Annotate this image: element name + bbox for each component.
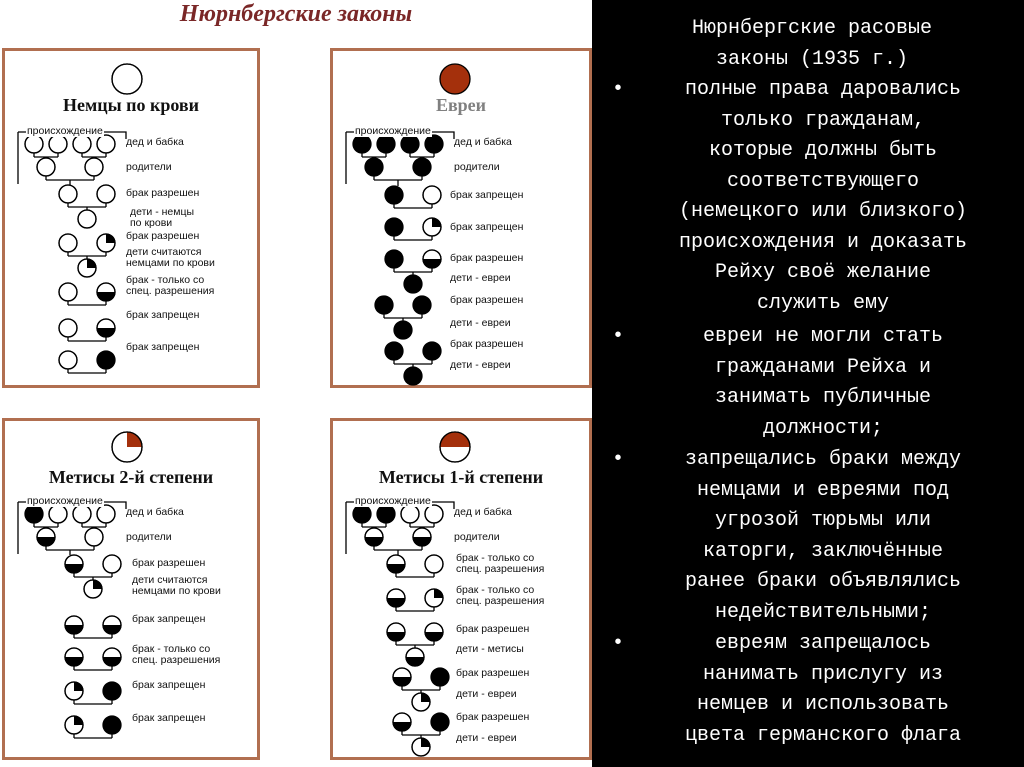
person-circle [37,528,55,546]
person-circle [65,648,83,666]
bullet-text: полные права даровались только гражданам, которые должны быть соответствующего (немецкого или близкого) происхождения и доказать Рейху своё желание служить ему [678,78,968,315]
rule-label: дети - евреи [450,359,511,371]
person-circle [65,616,83,634]
person-circle [78,210,96,228]
person-circle [97,185,115,203]
person-circle [413,296,431,314]
person-circle [387,589,405,607]
rule-label: брак разрешен [132,557,206,569]
person-circle [393,668,411,686]
rule-label: дети считаются немцами по крови [132,574,221,597]
rule-label: дети считаются немцами по крови [126,246,215,269]
bullet-dot: • [612,78,625,101]
bullet-text: евреи не могли стать гражданами Рейха и занимать публичные должности; [702,325,944,440]
person-circle [65,555,83,573]
person-circle [413,528,431,546]
rule-label: брак разрешен [456,623,530,635]
bullet-dot: • [612,448,625,471]
person-circle [84,580,102,598]
rule-label: брак запрещен [132,679,206,691]
person-circle [385,186,403,204]
person-circle [423,250,441,268]
origin-label: происхождение [27,495,103,507]
rule-label: брак - только со спец. разрешения [456,584,545,607]
rule-label: дети - евреи [456,688,517,700]
rule-label: брак разрешен [126,230,200,242]
person-circle [59,234,77,252]
origin-label: происхождение [355,495,431,507]
panel-title: Евреи [435,95,487,115]
person-circle [425,623,443,641]
rule-label: брак разрешен [450,294,524,306]
bullet-dot: • [612,325,625,348]
person-circle [353,505,371,523]
rule-label: дед и бабка [454,136,512,148]
person-circle [425,589,443,607]
person-circle [37,158,55,176]
rule-label: брак разрешен [456,667,530,679]
person-circle [365,528,383,546]
person-circle [431,668,449,686]
rule-label: дети - евреи [450,272,511,284]
person-circle [387,623,405,641]
person-circle [103,616,121,634]
rule-label: родители [454,531,500,543]
rule-label: брак разрешен [450,252,524,264]
person-circle [377,505,395,523]
person-circle [97,135,115,153]
text-heading: Нюрнбергские расовые законы (1935 г.) [691,17,933,71]
rule-label: дед и бабка [454,506,512,518]
person-circle [377,135,395,153]
person-circle [385,250,403,268]
rule-label: брак запрещен [126,341,200,353]
person-circle [112,64,142,94]
rule-label: дети - немцы по крови [130,206,195,229]
person-circle [103,648,121,666]
rule-label: брак - только со спец. разрешения [132,643,221,666]
person-circle [103,555,121,573]
person-circle [393,713,411,731]
rule-label: брак - только со спец. разрешения [126,274,215,297]
rule-label: брак запрещен [132,613,206,625]
person-circle [423,342,441,360]
rule-label: родители [126,531,172,543]
person-circle [425,555,443,573]
origin-label: происхождение [27,125,103,137]
origin-label: происхождение [355,125,431,137]
person-circle [406,648,424,666]
person-circle [25,505,43,523]
person-circle [73,505,91,523]
person-circle [413,158,431,176]
bullet-dot: • [612,632,625,655]
rule-label: дед и бабка [126,136,184,148]
rule-label: брак запрещен [450,189,524,201]
person-circle [387,555,405,573]
person-circle [59,319,77,337]
person-circle [97,351,115,369]
person-circle [59,283,77,301]
person-circle [394,321,412,339]
person-circle [59,185,77,203]
person-circle [425,505,443,523]
rule-label: дети - евреи [450,317,511,329]
bullet-text: евреям запрещалось нанимать прислугу из немцев и использовать цвета германского флага [684,632,962,747]
panel-title: Немцы по крови [62,95,200,115]
person-circle [440,64,470,94]
bullet-text: запрещались браки между немцами и евреями под угрозой тюрьмы или каторги, заключённые ранее браки объявлялись недействительными; [684,448,962,624]
rule-label: дети - метисы [456,643,524,655]
person-circle [97,319,115,337]
panel-title: Метисы 1-й степени [378,467,544,487]
person-circle [85,528,103,546]
rule-label: брак запрещен [132,712,206,724]
person-circle [103,682,121,700]
person-circle [365,158,383,176]
person-circle [112,432,142,462]
main-title: Нюрнбергские законы [179,1,413,27]
person-circle [78,259,96,277]
person-circle [412,738,430,756]
person-circle [431,713,449,731]
rule-label: брак запрещен [450,221,524,233]
rule-label: брак запрещен [126,309,200,321]
person-circle [401,135,419,153]
person-circle [103,716,121,734]
rule-label: дети - евреи [456,732,517,744]
text-panel [592,0,1024,767]
rule-label: родители [126,161,172,173]
person-circle [59,351,77,369]
person-circle [49,505,67,523]
person-circle [85,158,103,176]
person-circle [423,218,441,236]
person-circle [404,275,422,293]
person-circle [375,296,393,314]
person-circle [97,505,115,523]
person-circle [73,135,91,153]
person-circle [423,186,441,204]
person-circle [97,234,115,252]
rule-label: дед и бабка [126,506,184,518]
rule-label: брак - только со спец. разрешения [456,552,545,575]
person-circle [385,342,403,360]
person-circle [385,218,403,236]
rule-label: родители [454,161,500,173]
person-circle [412,693,430,711]
rule-label: брак разрешен [456,711,530,723]
person-circle [97,283,115,301]
person-circle [49,135,67,153]
rule-label: брак разрешен [126,187,200,199]
person-circle [353,135,371,153]
person-circle [401,505,419,523]
person-circle [25,135,43,153]
person-circle [65,682,83,700]
panel-title: Метисы 2-й степени [48,467,214,487]
person-circle [404,367,422,385]
person-circle [440,432,470,462]
person-circle [65,716,83,734]
person-circle [425,135,443,153]
rule-label: брак разрешен [450,338,524,350]
